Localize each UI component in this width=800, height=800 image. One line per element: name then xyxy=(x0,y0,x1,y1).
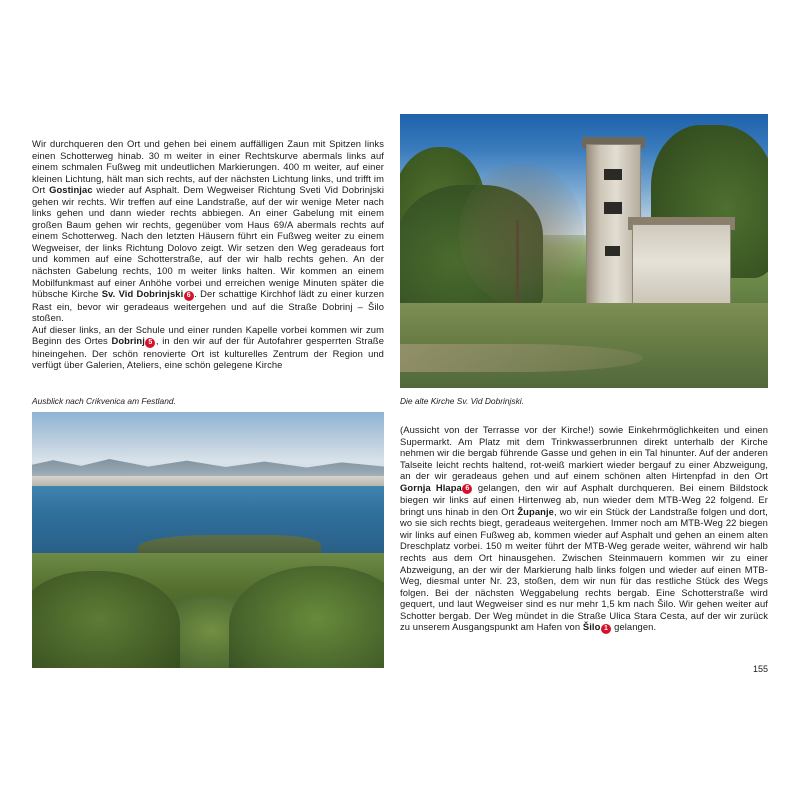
photo-tower-window-2 xyxy=(604,202,622,214)
photo-church-sv-vid xyxy=(400,114,768,388)
text-run: wieder auf Asphalt. Dem Wegweiser Richtung Sveti Vid Dobrinjski gehen wir rechts. Wir treffen auf eine Landstraße, auf der wir wenige Meter nach links gehen und dann wieder rechts abbiegen. An einer Gabelung mit einem großen Baum gehen wir rechts, gegenüber vom Haus 69/A abermals rechts auf einem Schotterweg. Nach den letzten Häusern führt ein Fußweg weiter zu einem Wegweiser, der links Richtung Dolovo zeigt. Wir setzen den Weg geradeaus fort und kommen auf eine Schotterstraße, auf der wir halb rechts gehen. An der nächsten Gabelung rechts, 100 m weiter links halten. Wir kommen an einem Mobilfunkmast auf einer Anhöhe vorbei und erreichen wenige Minuten später die hübsche Kirche xyxy=(32,184,384,300)
place-silo: Šilo xyxy=(582,621,601,633)
photo-tower-window-3 xyxy=(605,246,620,256)
place-gornja-hlapa: Gornja Hlapa xyxy=(400,481,462,493)
caption-church: Die alte Kirche Sv. Vid Dobrinjski. xyxy=(400,396,524,406)
text-run: Wir durchqueren den Ort und gehen bei einem auffälligen Zaun mit Spitzen links einen Schotterweg hinab. 30 m weiter in einer Rechtskurve abermals links auf einem schmalen Fußweg mit undeutlichen Markierungen. 400 m weiter, auf einer kleinen Lichtung, hält man sich rechts, auf der nächsten Lichtung links, und trifft im Ort xyxy=(32,138,384,196)
paragraph-gostinjac xyxy=(32,138,384,324)
waypoint-marker-6b: 6 xyxy=(462,484,472,494)
caption-coast: Ausblick nach Crikvenica am Festland. xyxy=(32,396,176,406)
waypoint-marker-5: 5 xyxy=(145,338,155,348)
place-sv-vid-dobrinjski: Sv. Vid Dobrinjski xyxy=(101,288,184,300)
paragraph-route-continuation xyxy=(400,424,768,634)
paragraph-dobrinj xyxy=(32,324,384,371)
left-column-text xyxy=(32,138,384,371)
photo-coast-town xyxy=(32,476,384,486)
place-gostinjac: Gostinjac xyxy=(49,184,93,196)
text-run: , in den wir auf der für Autofahrer gesperrten Straße hineingehen. Der schön renovierte Ort ist kulturelles Zentrum der Region und verfügt über Galerien, Ateliers, eine schön gelegene Kirche xyxy=(32,335,385,371)
text-run: (Aussicht von der Terrasse vor der Kirche!) sowie Einkehrmöglichkeiten und einen Supermarkt. Am Platz mit dem Trinkwasserbrunnen direkt unterhalb der Kirche nehmen wir die bergab führende Gasse und gehen in ein Tal hinunter. Auf der anderen Talseite leicht rechts haltend, rot-weiß markiert wieder bergauf zu einer Abzweigung, an der wir geradeaus gehen und auf einem schönen alten Hirtenpfad in den Ort xyxy=(400,424,768,482)
photo-tower-window-1 xyxy=(604,169,622,181)
place-zupanje: Županje xyxy=(517,505,554,517)
place-dobrinj: Dobrinj xyxy=(111,335,145,347)
text-run: gelangen. xyxy=(611,621,657,633)
photo-coast-crikvenica xyxy=(32,412,384,668)
text-run: , wo wir ein Stück der Landstraße folgen und dort, wo sie sich rechts biegt, geradeaus weitergehen. Immer noch am MTB-Weg 22 biegen wir links auf einen Fußweg ab, kommen wieder auf Asphalt und gehen an einem alten Dreschplatz vorbei. 150 m weiter führt der MTB-Weg gerade weiter, während wir halb rechts aus dem Ort hinausgehen. Zwischen Steinmauern kommen wir zu einer Abzweigung, an der wir der Markierung halb links folgen und wieder auf einen MTB-Weg, diesmal unter Nr. 23, stoßen, dem wir nun für das restliche Stück des Wegs folgen. Bei der nächsten Weggabelung rechts bergab. Eine Schotterstraße wird gequert, und laut Wegweiser sind es nur mehr 1,5 km nach Šilo. Wir gehen weiter auf Schotter bergab. Der Weg mündet in die Straße Ulica Stara Cesta, auf der wir zurück zu unserem Ausgangspunkt am Hafen von xyxy=(400,505,768,633)
right-column-text xyxy=(400,424,768,634)
text-run: gelangen, den wir auf Asphalt durchqueren. Bei einem Bildstock biegen wir links auf einen Hirtenweg ab, nun wieder dem MTB-Weg 22 folgend. Er bringt uns hinab in den Ort xyxy=(400,481,769,517)
page-number: 155 xyxy=(752,664,768,674)
photo-path xyxy=(400,344,643,371)
waypoint-marker-6: 6 xyxy=(184,291,194,301)
text-run: . Der schattige Kirchhof lädt zu einer kurzen Rast ein, bevor wir geradeaus weitergehen und auf die Straße Dobrinj – Šilo stoßen. xyxy=(32,288,385,324)
waypoint-marker-1: 1 xyxy=(601,624,611,634)
text-run: Auf dieser links, an der Schule und einer runden Kapelle vorbei kommen wir zum Beginn des Ortes xyxy=(32,323,384,347)
photo-bare-tree xyxy=(459,163,584,305)
